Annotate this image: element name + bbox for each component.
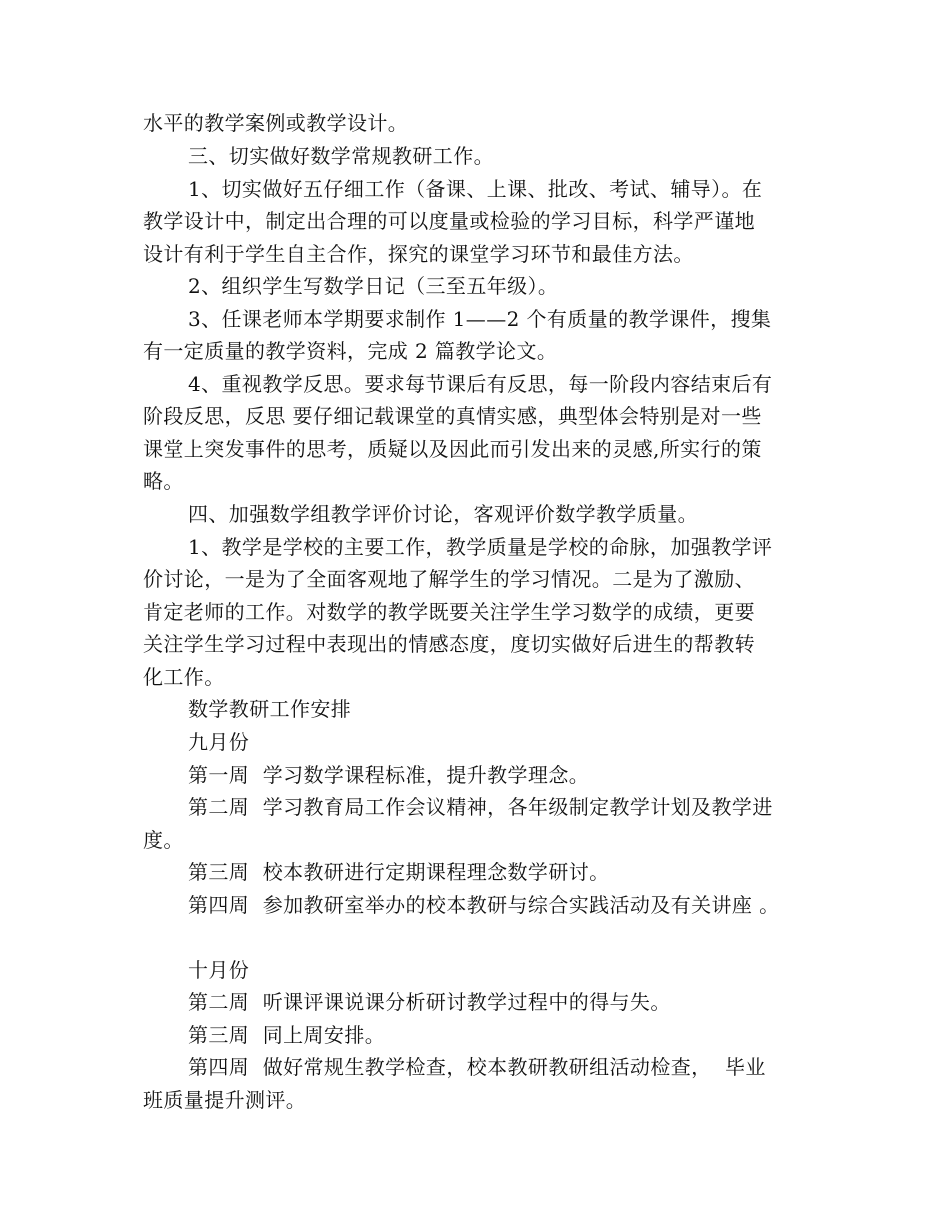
- schedule-title: 数学教研工作安排: [188, 697, 352, 721]
- text-line: 价讨论，一是为了全面客观地了解学生的学习情况。二是为了激励、: [143, 567, 755, 591]
- text-line: 阶段反思，反思 要仔细记载课堂的真情实感，典型体会特别是对一些: [143, 404, 762, 428]
- month-heading: 十月份: [188, 958, 250, 982]
- month-heading: 九月份: [188, 730, 250, 754]
- schedule-item: 第二周 听课评课说课分析研讨教学过程中的得与失。: [188, 990, 671, 1014]
- text-line: 2、组织学生写数学日记（三至五年级）。: [188, 274, 559, 298]
- text-line: 略。: [143, 469, 184, 493]
- text-line: 1、教学是学校的主要工作，教学质量是学校的命脉，加强教学评: [188, 535, 773, 559]
- schedule-item: 第四周 参加教研室举办的校本教研与综合实践活动及有关讲座 。: [188, 893, 780, 917]
- section-heading: 三、切实做好数学常规教研工作。: [188, 144, 494, 168]
- text-line: 化工作。: [143, 665, 225, 689]
- text-line: 班质量提升测评。: [143, 1088, 307, 1112]
- text-line: 水平的教学案例或教学设计。: [143, 111, 409, 135]
- text-line: 课堂上突发事件的思考，质疑以及因此而引发出来的灵感,所实行的策: [143, 437, 762, 461]
- text-line: 度。: [143, 828, 184, 852]
- schedule-item: 第二周 学习教育局工作会议精神，各年级制定教学计划及教学进: [188, 795, 773, 819]
- text-line: 设计有利于学生自主合作，探究的课堂学习环节和最佳方法。: [143, 242, 694, 266]
- text-line: 有一定质量的教学资料，完成 2 篇教学论文。: [143, 339, 558, 363]
- text-line: 1、切实做好五仔细工作（备课、上课、批改、考试、辅导）。在: [188, 177, 763, 201]
- schedule-item: 第一周 学习数学课程标准，提升教学理念。: [188, 763, 590, 787]
- section-heading: 四、加强数学组教学评价讨论，客观评价数学教学质量。: [188, 502, 698, 526]
- schedule-item: 第三周 同上周安排。: [188, 1023, 386, 1047]
- text-line: 关注学生学习过程中表现出的情感态度，度切实做好后进生的帮教转: [143, 632, 755, 656]
- schedule-item: 第四周 做好常规生教学检查，校本教研教研组活动检查， 毕业: [188, 1055, 766, 1079]
- text-line: 3、任课老师本学期要求制作 1——2 个有质量的教学课件，搜集: [188, 307, 772, 331]
- schedule-item: 第三周 校本教研进行定期课程理念数学研讨。: [188, 860, 610, 884]
- text-line: 4、重视教学反思。要求每节课后有反思，每一阶段内容结束后有: [188, 372, 773, 396]
- text-line: 肯定老师的工作。对数学的教学既要关注学生学习数学的成绩，更要: [143, 600, 755, 624]
- text-line: 教学设计中，制定出合理的可以度量或检验的学习目标，科学严谨地: [143, 209, 755, 233]
